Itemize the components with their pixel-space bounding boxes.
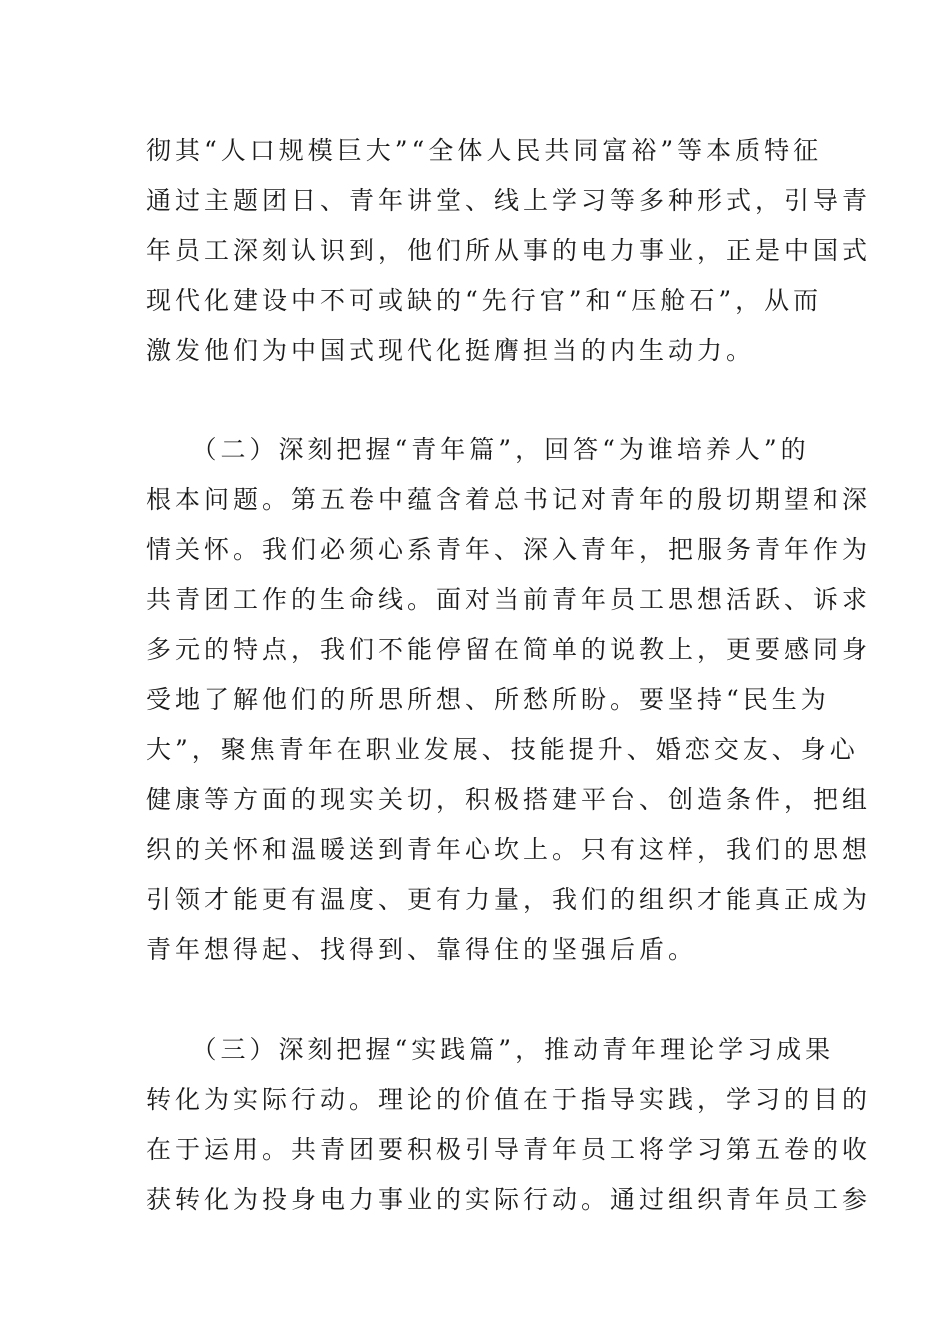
text-line: 彻其“人口规模巨大”“全体人民共同富裕”等本质特征 — [146, 136, 823, 165]
text-line: 共青团工作的生命线。面对当前青年员工思想活跃、诉求 — [146, 585, 872, 614]
text-line: 在于运用。共青团要积极引导青年员工将学习第五卷的收 — [146, 1135, 872, 1164]
text-line: 转化为实际行动。理论的价值在于指导实践，学习的目的 — [146, 1085, 872, 1114]
text-line: 织的关怀和温暖送到青年心坎上。只有这样，我们的思想 — [146, 835, 872, 864]
paragraph-3 — [146, 1025, 872, 1225]
text-line: 获转化为投身电力事业的实际行动。通过组织青年员工参 — [146, 1185, 872, 1214]
paragraph-1 — [146, 126, 872, 376]
text-line: 根本问题。第五卷中蕴含着总书记对青年的殷切期望和深 — [146, 485, 872, 514]
text-line: 受地了解他们的所思所想、所愁所盼。要坚持“民生为 — [146, 685, 830, 714]
text-line: 大”，聚焦青年在职业发展、技能提升、婚恋交友、身心 — [146, 735, 859, 764]
text-line: 年员工深刻认识到，他们所从事的电力事业，正是中国式 — [146, 236, 872, 265]
text-line: 健康等方面的现实关切，积极搭建平台、创造条件，把组 — [146, 785, 872, 814]
text-line: 青年想得起、找得到、靠得住的坚强后盾。 — [146, 935, 698, 964]
text-line: 情关怀。我们必须心系青年、深入青年，把服务青年作为 — [146, 535, 872, 564]
text-line: 通过主题团日、青年讲堂、线上学习等多种形式，引导青 — [146, 186, 872, 215]
text-line: 激发他们为中国式现代化挺膺担当的内生动力。 — [146, 336, 756, 365]
text-line: 引领才能更有温度、更有力量，我们的组织才能真正成为 — [146, 885, 872, 914]
text-line: 现代化建设中不可或缺的“先行官”和“压舱石”，从而 — [146, 286, 823, 315]
text-line: 多元的特点，我们不能停留在简单的说教上，更要感同身 — [146, 635, 872, 664]
text-line: （二）深刻把握“青年篇”，回答“为谁培养人”的 — [146, 435, 810, 464]
text-line: （三）深刻把握“实践篇”，推动青年理论学习成果 — [146, 1035, 835, 1064]
paragraph-2 — [146, 425, 872, 975]
